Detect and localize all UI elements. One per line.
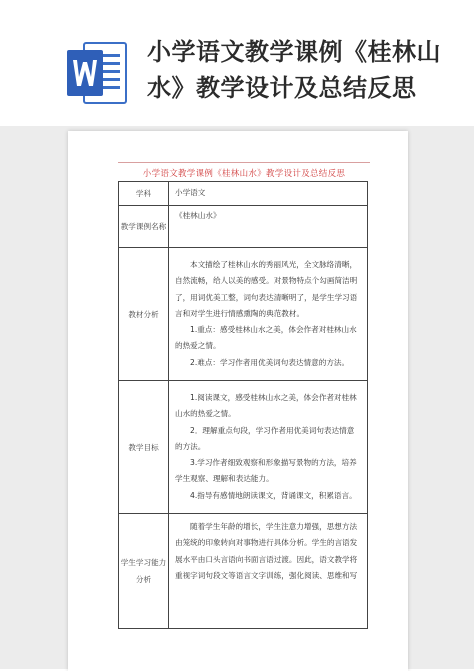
subject-value: 小学语文 [169, 182, 368, 206]
material-analysis-paragraph: 2.难点：学习作者用优美词句表达情意的方法。 [190, 357, 350, 367]
table-row-material-analysis [119, 248, 368, 381]
teaching-goals-paragraph: 4.指导有感情地朗读课文，背诵课文，积累语言。 [190, 490, 357, 500]
teaching-goals-content [169, 381, 368, 514]
teaching-goals-label: 教学目标 [119, 381, 169, 514]
student-analysis-clip [175, 519, 361, 623]
student-analysis-paragraph: 随着学生年龄的增长，学生注意力增强，思想方法由笼统的印象转向对事物进行具体分析。学生的言语发展水平由口头言语向书面言语过渡。因此，语文教学将重视字词句段文等语言文字训练，强化阅读、思维和写 [175, 522, 358, 580]
student-analysis-label: 学生学习能力分析 [119, 514, 169, 629]
material-analysis-paragraph: 本文描绘了桂林山水的秀丽风光，全文脉络清晰，自然流畅，给人以美的感受。对景物特点个勾画简洁明了，用词优美工整，词句表达清晰明了，是学生学习语言和对学生进行情感熏陶的典范教材。 [175, 259, 358, 318]
header [0, 0, 474, 126]
table-row-subject [119, 182, 368, 206]
teaching-goals-paragraph: 2．理解重点句段，学习作者用优美词句表达情意的方法。 [175, 425, 355, 451]
word-document-icon [66, 40, 128, 106]
teaching-goals-paragraph: 3.学习作者细致观察和形象描写景物的方法，培养学生观察、理解和表达能力。 [175, 458, 357, 484]
material-analysis-label: 教材分析 [119, 248, 169, 381]
table-row-teaching-goals [119, 381, 368, 514]
lesson-table [118, 181, 368, 629]
lesson-name-label: 教学课例名称 [119, 206, 169, 248]
subject-label: 学科 [119, 182, 169, 206]
material-analysis-content [169, 248, 368, 381]
table-row-student-analysis [119, 514, 368, 629]
lesson-name-value: 《桂林山水》 [169, 206, 368, 248]
table-row-lesson-name [119, 206, 368, 248]
student-analysis-content [169, 514, 368, 629]
teaching-goals-paragraph: 1.阅读课文，感受桂林山水之美，体会作者对桂林山水的热爱之情。 [175, 392, 357, 419]
page-title: 小学语文教学课例《桂林山水》教学设计及总结反思 [147, 37, 441, 102]
document-heading: 小学语文教学课例《桂林山水》教学设计及总结反思 [118, 162, 370, 179]
material-analysis-paragraph: 1.重点：感受桂林山水之美，体会作者对桂林山水的热爱之情。 [175, 325, 357, 351]
